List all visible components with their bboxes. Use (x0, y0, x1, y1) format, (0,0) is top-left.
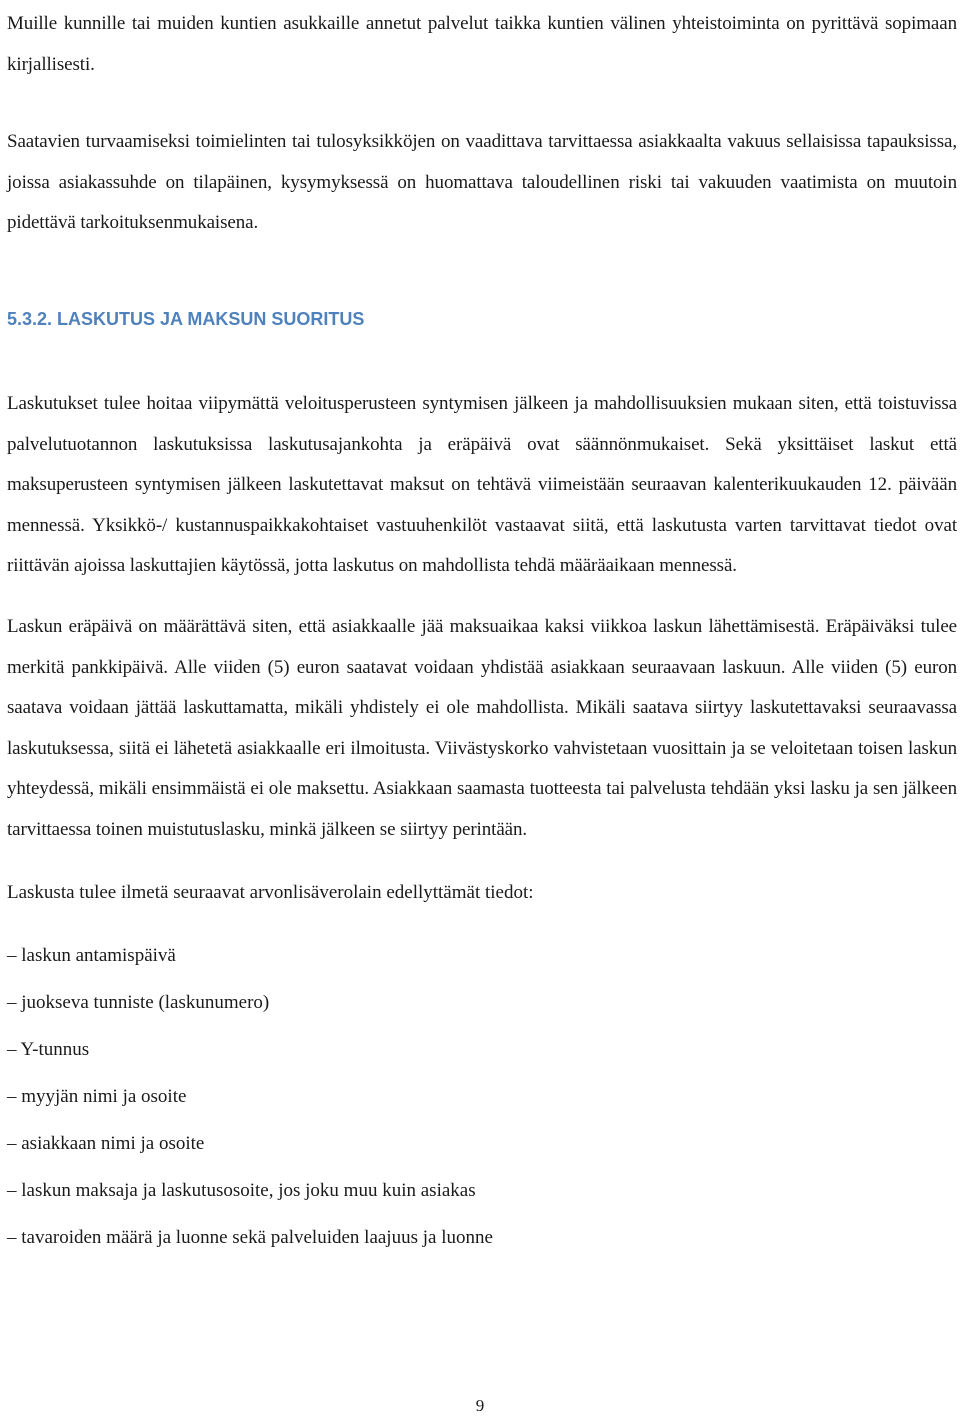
list-item: – myyjän nimi ja osoite (7, 1085, 187, 1107)
required-info-list (7, 932, 957, 1261)
page-number: 9 (475, 1396, 485, 1415)
list-item: – juokseva tunniste (laskunumero) (7, 991, 270, 1013)
list-item: – laskun antamispäivä (7, 944, 176, 966)
list-item: – tavaroiden määrä ja luonne sekä palveluiden laajuus ja luonne (7, 1226, 493, 1248)
list-item: – Y-tunnus (7, 1038, 90, 1060)
list-item: – asiakkaan nimi ja osoite (7, 1132, 205, 1154)
section-heading: 5.3.2. LASKUTUS JA MAKSUN SUORITUS (7, 308, 365, 329)
document-page (7, 0, 957, 1261)
list-item: – laskun maksaja ja laskutusosoite, jos joku muu kuin asiakas (7, 1179, 476, 1201)
paragraph-intercommunal-services: Muille kunnille tai muiden kuntien asukkaille annetut palvelut taikka kuntien välinen yhteistoiminta on pyrittävä sopimaan kirjallisesti. (7, 13, 957, 75)
paragraph-receivables-security: Saatavien turvaamiseksi toimielinten tai tulosyksikköjen on vaadittava tarvittaessa asiakkaalta vakuus sellaisissa tapauksissa, joissa asiakassuhde on tilapäinen, kysymyksessä on huomattava taloudellinen riski tai vakuuden vaatimista on muutoin pidettävä tarkoituksenmukaisena. (7, 131, 957, 234)
paragraph-invoicing: Laskutukset tulee hoitaa viipymättä veloitusperusteen syntymisen jälkeen ja mahdollisuuksien mukaan siten, että toistuvissa palvelutuotannon laskutuksissa laskutusajankohta ja eräpäivä ovat säännönmukaiset. Sekä yksittäiset laskut että maksuperusteen syntymisen jälkeen laskutettavat maksut on tehtävä viimeistään seuraavan kalenterikuukauden 12. päivään mennessä. Yksikkö-/ kustannuspaikkakohtaiset vastuuhenkilöt vastaavat siitä, että laskutusta varten tarvittavat tiedot ovat riittävän ajoissa laskuttajien käytössä, jotta laskutus on mahdollista tehdä määräaikaan mennessä. (7, 392, 957, 577)
paragraph-due-date: Laskun eräpäivä on määrättävä siten, että asiakkaalle jää maksuaikaa kaksi viikkoa laskun lähettämisestä. Eräpäiväksi tulee merkitä pankkipäivä. Alle viiden (5) euron saatavat voidaan yhdistää asiakkaan seuraavaan laskuun. Alle viiden (5) euron saatava voidaan jättää laskuttamatta, mikäli yhdistely ei ole mahdollista. Mikäli saatava siirtyy laskutettavaksi seuraavassa laskutuksessa, siitä ei lähetetä asiakkaalle eri ilmoitusta. Viivästyskorko vahvistetaan vuosittain ja se veloitetaan toisen laskun yhteydessä, mikäli ensimmäistä ei ole maksettu. Asiakkaan saamasta tuotteesta tai palvelusta tehdään yksi lasku ja sen jälkeen tarvittaessa toinen muistutuslasku, minkä jälkeen se siirtyy perintään. (7, 615, 957, 840)
list-intro: Laskusta tulee ilmetä seuraavat arvonlisäverolain edellyttämät tiedot: (7, 881, 534, 903)
